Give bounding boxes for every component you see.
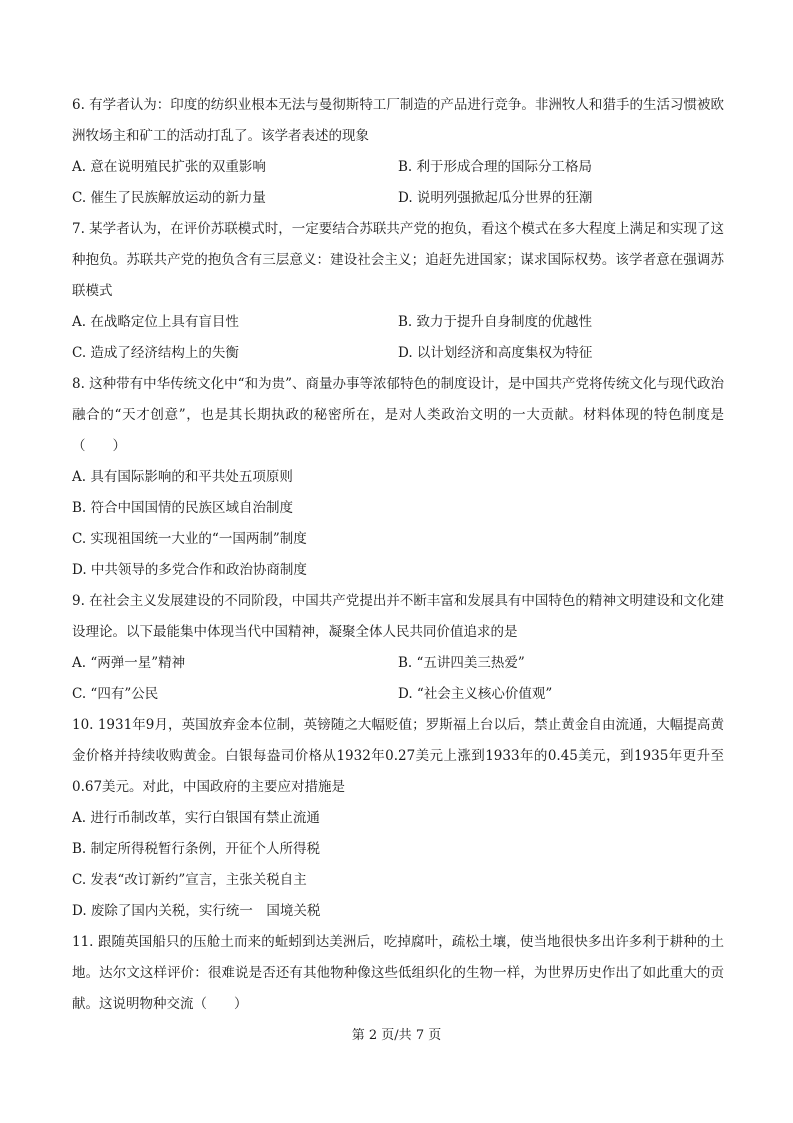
option-c[interactable]: C. 造成了经济结构上的失衡 bbox=[72, 345, 239, 361]
option-c[interactable]: C. 催生了民族解放运动的新力量 bbox=[72, 190, 266, 206]
option-d[interactable]: D. 废除了国内关税，实行统一 国境关税 bbox=[72, 903, 321, 919]
option-a[interactable]: A. 意在说明殖民扩张的双重影响 bbox=[72, 159, 266, 175]
question-stem: 8. 这种带有中华传统文化中“和为贵”、商量办事等浓郁特色的制度设计，是中国共产党将传统文化与现代政治融合的“天才创意”，也是其长期执政的秘密所在，是对人类政治文明的一大贡献。材料体现的特色制度是（ ） bbox=[72, 376, 724, 454]
option-a[interactable]: A. 进行币制改革，实行白银国有禁止流通 bbox=[72, 810, 320, 826]
option-grid bbox=[72, 648, 724, 710]
option-grid bbox=[72, 307, 724, 369]
option-list bbox=[72, 803, 724, 927]
question-list bbox=[72, 90, 724, 1020]
question-stem: 6. 有学者认为：印度的纺织业根本无法与曼彻斯特工厂制造的产品进行竞争。非洲牧人和猎手的生活习惯被欧洲牧场主和矿工的活动打乱了。该学者表述的现象 bbox=[72, 97, 724, 144]
question-10 bbox=[72, 710, 724, 927]
option-list bbox=[72, 462, 724, 586]
page-number: 第 2 页/共 7 页 bbox=[351, 1028, 442, 1043]
question-stem: 11. 跟随英国船只的压舱土而来的蚯蚓到达美洲后，吃掉腐叶，疏松土壤，使当地很快多出许多利于耕种的土地。达尔文这样评价：很难说是否还有其他物种像这些低组织化的生物一样，为世界历史作出了如此重大的贡献。这说明物种交流（ ） bbox=[72, 934, 724, 1012]
option-grid bbox=[72, 152, 724, 214]
option-b[interactable]: B. “五讲四美三热爱” bbox=[398, 655, 525, 671]
option-b[interactable]: B. 符合中国国情的民族区域自治制度 bbox=[72, 500, 294, 516]
option-a[interactable]: A. 具有国际影响的和平共处五项原则 bbox=[72, 469, 293, 485]
option-d[interactable]: D. 以计划经济和高度集权为特征 bbox=[398, 345, 593, 361]
option-a[interactable]: A. 在战略定位上具有盲目性 bbox=[72, 314, 239, 330]
option-b[interactable]: B. 制定所得税暂行条例，开征个人所得税 bbox=[72, 841, 321, 857]
question-stem: 9. 在社会主义发展建设的不同阶段，中国共产党提出并不断丰富和发展具有中国特色的精神文明建设和文化建设理论。以下最能集中体现当代中国精神，凝聚全体人民共同价值追求的是 bbox=[72, 593, 724, 640]
question-8 bbox=[72, 369, 724, 586]
option-c[interactable]: C. “四有”公民 bbox=[72, 686, 159, 702]
option-d[interactable]: D. 说明列强掀起瓜分世界的狂潮 bbox=[398, 190, 593, 206]
question-11 bbox=[72, 927, 724, 1020]
question-7 bbox=[72, 214, 724, 369]
question-9 bbox=[72, 586, 724, 710]
option-c[interactable]: C. 实现祖国统一大业的“一国两制”制度 bbox=[72, 531, 307, 547]
question-stem: 7. 某学者认为，在评价苏联模式时，一定要结合苏联共产党的抱负，看这个模式在多大程度上满足和实现了这种抱负。苏联共产党的抱负含有三层意义：建设社会主义；追赶先进国家；谋求国际权势。该学者意在强调苏联模式 bbox=[72, 221, 724, 299]
option-c[interactable]: C. 发表“改订新约”宣言，主张关税自主 bbox=[72, 872, 307, 888]
option-a[interactable]: A. “两弹一星”精神 bbox=[72, 655, 186, 671]
option-d[interactable]: D. “社会主义核心价值观” bbox=[398, 686, 553, 702]
option-b[interactable]: B. 致力于提升自身制度的优越性 bbox=[398, 314, 593, 330]
question-6 bbox=[72, 90, 724, 214]
question-stem: 10. 1931年9月，英国放弃金本位制，英镑随之大幅贬值；罗斯福上台以后，禁止黄金自由流通，大幅提高黄金价格并持续收购黄金。白银每盎司价格从1932年0.27美元上涨到1933年的0.45美元，到1935年更升至0.67美元。对此，中国政府的主要应对措施是 bbox=[72, 717, 724, 795]
option-b[interactable]: B. 利于形成合理的国际分工格局 bbox=[398, 159, 593, 175]
option-d[interactable]: D. 中共领导的多党合作和政治协商制度 bbox=[72, 562, 307, 578]
